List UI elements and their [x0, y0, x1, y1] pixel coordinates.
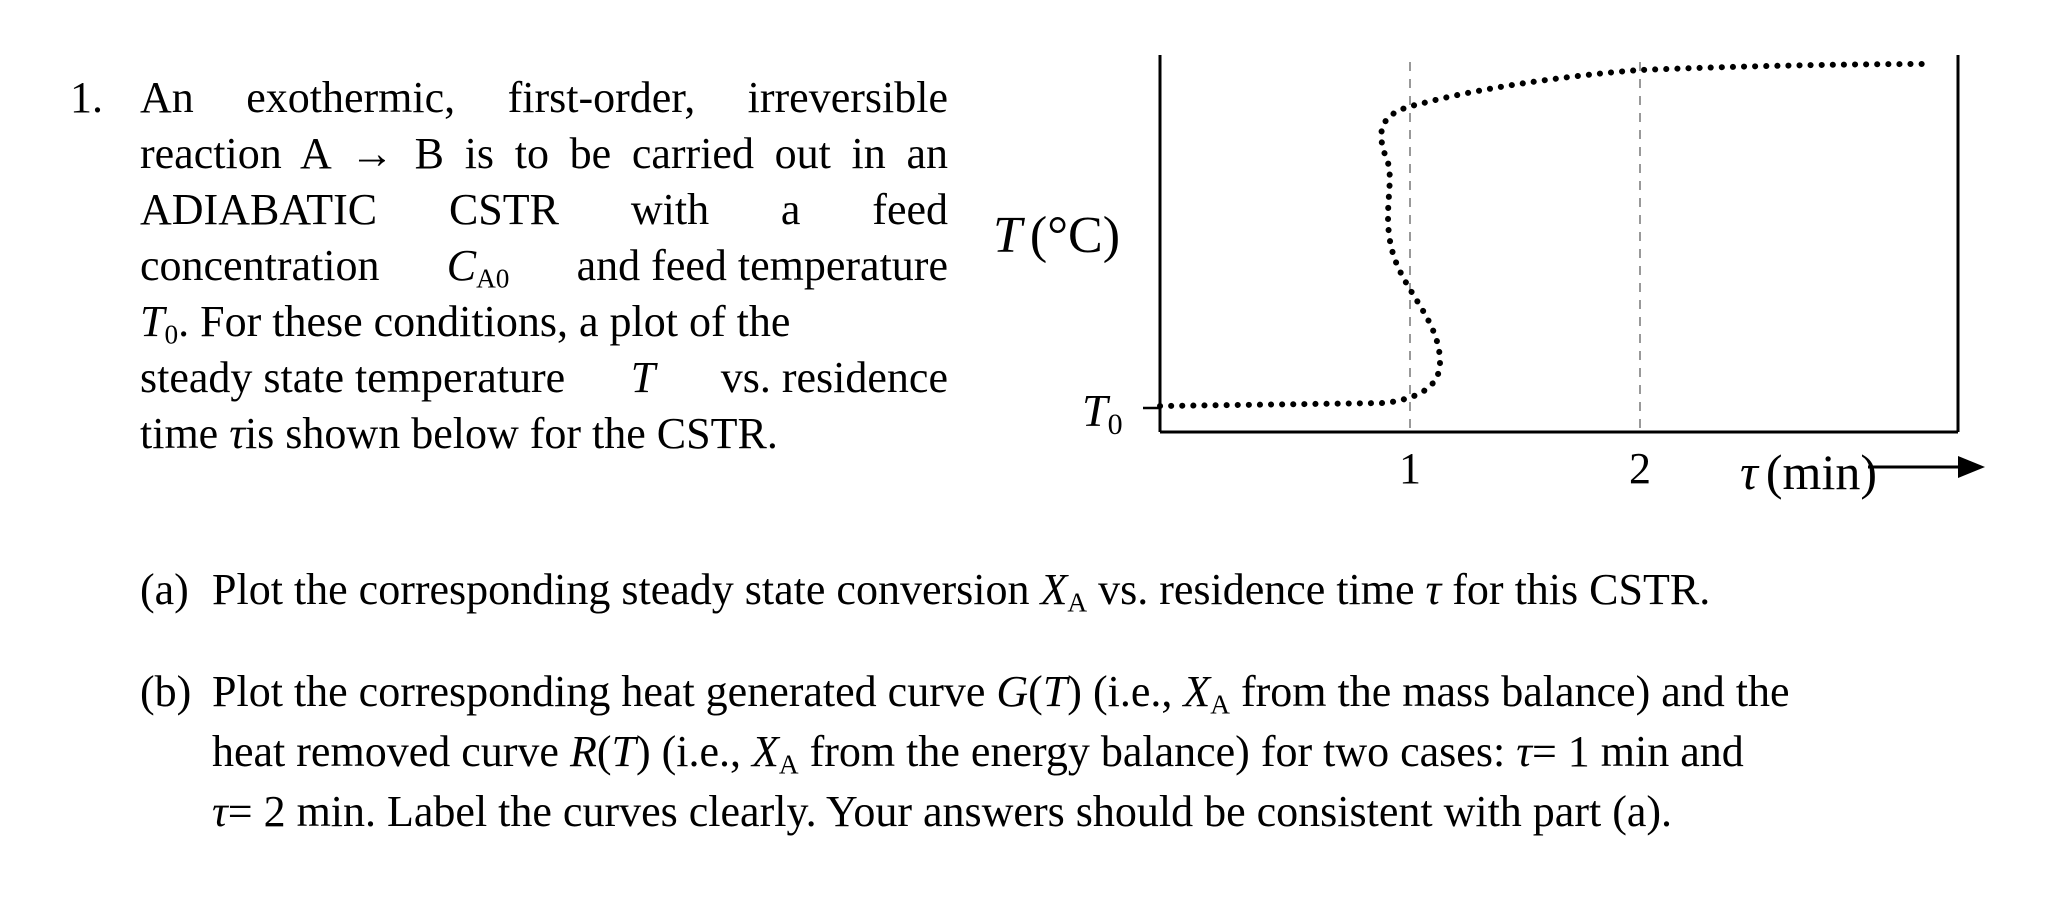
- problem-line-3: ADIABATIC CSTR with a feed: [140, 185, 948, 234]
- part-b-symbol-tau-2: τ: [212, 787, 228, 836]
- problem-text-shown: is shown below for the CSTR.: [244, 409, 778, 458]
- part-a-text-3: for this CSTR.: [1452, 565, 1711, 614]
- symbol-ca0-sub: A0: [476, 263, 510, 294]
- part-a-body: [212, 560, 2000, 620]
- part-b-line-2: heat removed curve R(T) (i.e., $X_A$ from the energy balance) for two cases: τ= 1 min and: [212, 727, 1744, 780]
- part-a-symbol-x: X: [1040, 565, 1068, 614]
- part-b-symbol-r: R: [569, 727, 597, 776]
- problem-line-2: reaction A → B is to be carried out in an: [140, 129, 948, 178]
- part-a-label: (a): [140, 565, 189, 614]
- y-axis-label: T (°C): [993, 207, 1121, 264]
- part-b-text-2d: = 1 min and: [1531, 727, 1744, 776]
- part-a-text-1: Plot the corresponding steady state conversion: [212, 565, 1030, 614]
- problem-text-vs-residence: vs. residence: [720, 353, 948, 402]
- part-a-line: [212, 560, 2000, 620]
- problem-text-time: time: [140, 409, 219, 458]
- problem-text-steady-state: steady state temperature: [140, 353, 566, 402]
- part-b-text-3: = 2 min. Label the curves clearly. Your answers should be consistent with part (a).: [227, 787, 1673, 836]
- part-b-symbol-x-sub-1: A: [1210, 689, 1230, 720]
- symbol-t0-main: T: [140, 297, 165, 346]
- symbol-t: T: [630, 353, 656, 402]
- part-b-label: (b): [140, 667, 192, 716]
- problem-text-concentration: concentration: [140, 241, 380, 290]
- part-b-line-1: Plot the corresponding heat generated curve G(T) (i.e., $X_A$ from the mass balance) and the: [212, 667, 1790, 720]
- part-b-text-1a: Plot the corresponding heat generated curve: [212, 667, 986, 716]
- part-b-line-3: [212, 782, 2000, 842]
- part-b-symbol-x-1: X: [1183, 667, 1211, 716]
- part-a-text-2: vs. residence time: [1098, 565, 1415, 614]
- part-b-body: [212, 662, 2000, 842]
- x-axis-arrowhead: [1958, 456, 1985, 478]
- part-b-symbol-tau-1: τ: [1516, 727, 1532, 776]
- problem-number: 1.: [70, 73, 103, 122]
- part-b-symbol-x-2: X: [752, 727, 779, 776]
- part-b-text-1c: from the mass balance) and the: [1240, 667, 1790, 716]
- symbol-ca0-main: C: [446, 241, 477, 290]
- part-b-symbol-g: G: [996, 667, 1029, 716]
- part-b-text-2c: from the energy balance) for two cases:: [809, 727, 1506, 776]
- symbol-tau: τ: [229, 409, 245, 458]
- part-b-symbol-x-sub-2: A: [778, 749, 799, 780]
- part-b: [140, 662, 2000, 842]
- x-tick-label-2: 2: [1629, 444, 1651, 493]
- part-b-text-2a: heat removed curve: [212, 727, 559, 776]
- steady-state-curve: [1160, 64, 1925, 406]
- problem-text-conditions: . For these conditions, a plot of the: [178, 297, 791, 346]
- problem-text-feed-temp: and feed temperature: [576, 241, 948, 290]
- part-a-symbol-x-sub: A: [1067, 587, 1088, 618]
- problem-line-1: An exothermic, first-order, irreversible: [140, 73, 948, 122]
- x-axis-label: τ (min): [1740, 444, 1877, 500]
- y-tick-label-t0: T0: [1082, 385, 1123, 441]
- part-b-symbol-t-1: T: [1042, 667, 1068, 716]
- symbol-t0-sub: 0: [164, 319, 179, 350]
- part-b-symbol-t-2: T: [611, 727, 636, 776]
- part-a-symbol-tau: τ: [1425, 565, 1442, 614]
- part-b-text-1b: (i.e.,: [1092, 667, 1173, 716]
- part-b-text-2b: (i.e.,: [661, 727, 742, 776]
- part-a: [140, 560, 2000, 620]
- x-tick-label-1: 1: [1399, 444, 1421, 493]
